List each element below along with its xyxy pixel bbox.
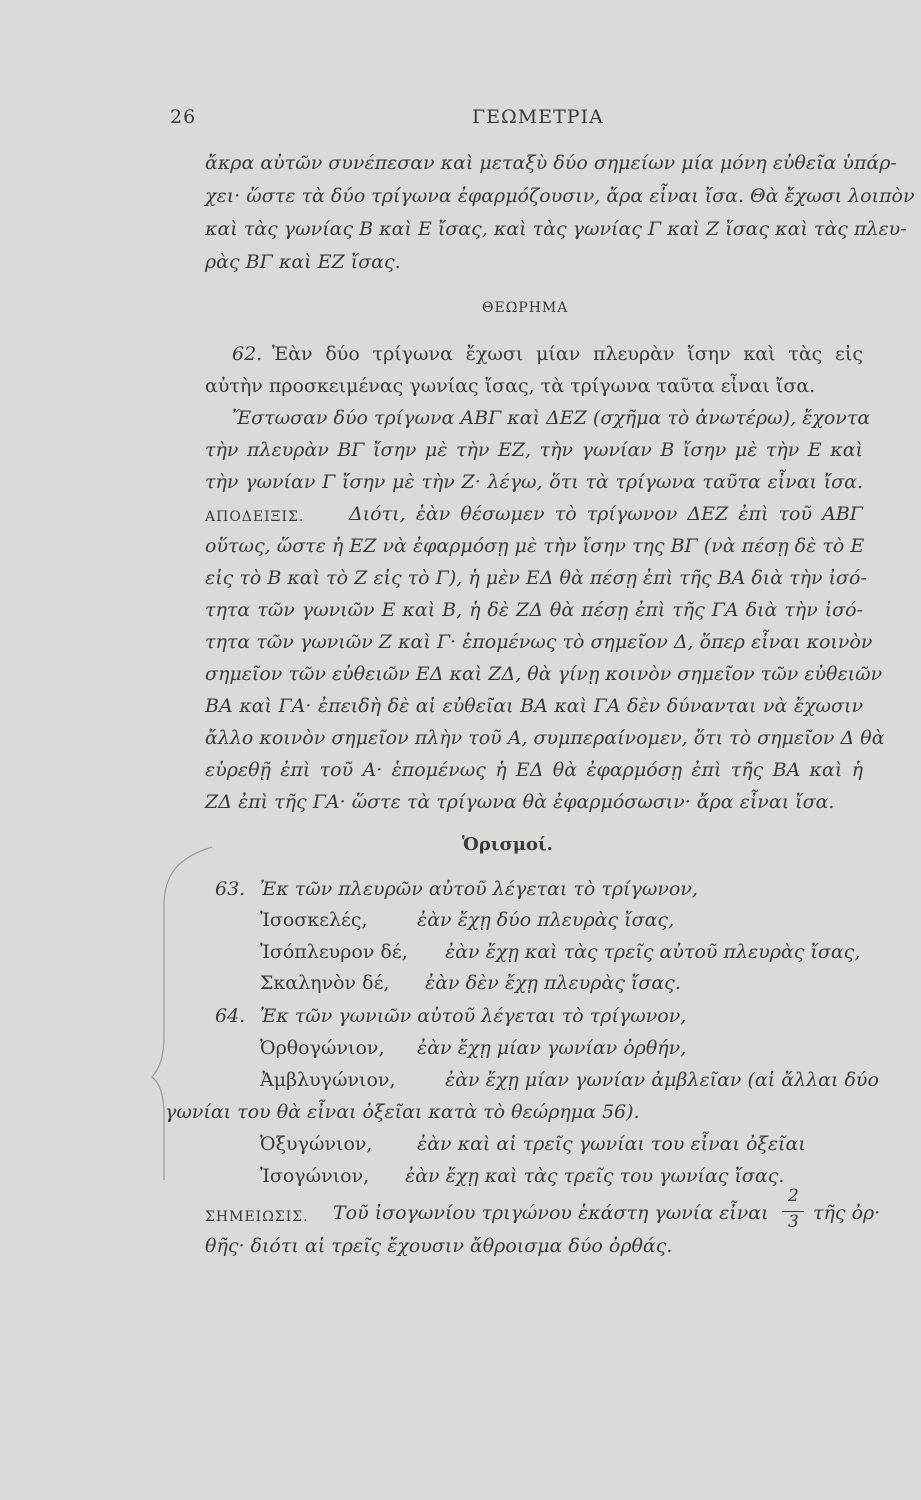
theorem-statement-line: αὐτὴν προσκειμένας γωνίας ἴσας, τὰ τρίγωνα ταῦτα εἶναι ἴσα.	[205, 375, 816, 397]
note-text: Τοῦ ἰσογωνίου τριγώνου ἑκάστη γωνία εἶναι	[333, 1202, 769, 1224]
definition-text: ἐὰν ἔχῃ καὶ τὰς τρεῖς αὐτοῦ πλευρὰς ἴσας,	[445, 941, 861, 963]
text-line: καὶ τὰς γωνίας Β καὶ Ε ἴσας, καὶ τὰς γωνίας Γ καὶ Ζ ἴσας καὶ τὰς πλευ-	[205, 218, 907, 240]
term-scalene: Σκαληνὸν δέ,	[260, 972, 390, 994]
theorem-statement-line: Ἐὰν δύο τρίγωνα ἔχωσι μίαν πλευρὰν ἴσην καὶ τὰς εἰς	[272, 343, 863, 365]
text-line: ΖΔ ἐπὶ τῆς ΓΑ· ὥστε τὰ τρίγωνα θὰ ἐφαρμόσωσιν· ἄρα εἶναι ἴσα.	[205, 791, 835, 813]
term-right: Ὀρθογώνιον,	[260, 1037, 385, 1059]
term-obtuse: Ἀμβλυγώνιον,	[260, 1069, 396, 1091]
fraction-denominator: 3	[788, 1212, 799, 1232]
page-number: 26	[170, 106, 197, 128]
term-isosceles: Ἰσοσκελές,	[260, 909, 368, 931]
text-line: εἰς τὸ Β καὶ τὸ Ζ εἰς τὸ Γ), ἡ μὲν ΕΔ θὰ πέσῃ ἐπὶ τῆς ΒΑ διὰ τὴν ἰσό-	[205, 567, 867, 589]
text-line: σημεῖον τῶν εὐθειῶν ΕΔ καὶ ΖΔ, θὰ γίνῃ κοινὸν σημεῖον τῶν εὐθειῶν	[205, 663, 883, 685]
definition-number: 64.	[215, 1005, 246, 1027]
definition-text: ἐὰν ἔχῃ μίαν γωνίαν ἀμβλεῖαν (αἱ ἄλλαι δύο	[445, 1069, 879, 1091]
text-line: τητα τῶν γωνιῶν Ε καὶ Β, ἡ δὲ ΖΔ θὰ πέσῃ ἐπὶ τῆς ΓΑ διὰ τὴν ἰσό-	[205, 599, 863, 621]
definition-intro: Ἐκ τῶν πλευρῶν αὐτοῦ λέγεται τὸ τρίγωνον,	[260, 878, 698, 900]
definition-text: ἐὰν καὶ αἱ τρεῖς γωνίαι του εἶναι ὀξεῖαι	[417, 1133, 806, 1155]
note-text: θῆς· διότι αἱ τρεῖς ἔχουσιν ἄθροισμα δύο ὀρθάς.	[205, 1235, 673, 1257]
term-equiangular: Ἰσογώνιον,	[260, 1165, 370, 1187]
text-line: οὕτως, ὥστε ἡ ΕΖ νὰ ἐφαρμόσῃ μὲ τὴν ἴσην της ΒΓ (νὰ πέσῃ δὲ τὸ Ε	[205, 535, 865, 557]
handwritten-heading: Ὁρισμοί.	[462, 834, 553, 855]
text-line: Διότι, ἐὰν θέσωμεν τὸ τρίγωνον ΔΕΖ ἐπὶ τοῦ ΑΒΓ	[349, 503, 863, 525]
note-text: τῆς ὀρ·	[813, 1202, 881, 1224]
text-line: ἄκρα αὐτῶν συνέπεσαν καὶ μεταξὺ δύο σημείων μία μόνη εὐθεῖα ὑπάρ-	[205, 152, 897, 174]
note-label: ΣΗΜΕΙΩΣΙΣ.	[205, 1209, 309, 1225]
text-line: ΒΑ καὶ ΓΑ· ἐπειδὴ δὲ αἱ εὐθεῖαι ΒΑ καὶ ΓΑ δὲν δύνανται νὰ ἔχωσιν	[205, 695, 863, 717]
text-line: τητα τῶν γωνιῶν Ζ καὶ Γ· ἑπομένως τὸ σημεῖον Δ, ὅπερ εἶναι κοινὸν	[205, 631, 873, 653]
definition-text: γωνίαι του θὰ εἶναι ὀξεῖαι κατὰ τὸ θεώρημα 56).	[165, 1101, 640, 1123]
theorem-number: 62.	[232, 343, 263, 365]
text-line: εὑρεθῇ ἐπὶ τοῦ Α· ἑπομένως ἡ ΕΔ θὰ ἐφαρμόσῃ ἐπὶ τῆς ΒΑ καὶ ἡ	[205, 759, 863, 781]
definition-text: ἐὰν ἔχῃ καὶ τὰς τρεῖς του γωνίας ἴσας.	[405, 1165, 785, 1187]
term-equilateral: Ἰσόπλευρον δέ,	[260, 941, 408, 963]
theorem-heading: ΘΕΩΡΗΜΑ	[482, 300, 569, 316]
text-line: ἄλλο κοινὸν σημεῖον πλὴν τοῦ Α, συμπεραίνομεν, ὅτι τὸ σημεῖον Δ θὰ	[205, 727, 885, 749]
definition-text: ἐὰν ἔχῃ δύο πλευρὰς ἴσας,	[417, 909, 675, 931]
definition-text: ἐὰν ἔχῃ μίαν γωνίαν ὀρθήν,	[417, 1037, 687, 1059]
handwritten-brace-icon	[150, 845, 220, 1190]
definition-intro: Ἐκ τῶν γωνιῶν αὐτοῦ λέγεται τὸ τρίγωνον,	[260, 1005, 687, 1027]
definition-number: 63.	[215, 878, 246, 900]
text-line: ρὰς ΒΓ καὶ ΕΖ ἴσας.	[205, 251, 401, 273]
running-title: ΓΕΩΜΕΤΡΙΑ	[472, 106, 604, 128]
text-line: τὴν πλευρὰν ΒΓ ἴσην μὲ τὴν ΕΖ, τὴν γωνίαν Β ἴσην μὲ τὴν Ε καὶ	[205, 439, 863, 461]
fraction-numerator: 2	[788, 1186, 799, 1206]
text-line: χει· ὥστε τὰ δύο τρίγωνα ἐφαρμόζουσιν, ἄρα εἶναι ἴσα. Θὰ ἔχωσι λοιπὸν	[205, 185, 915, 207]
text-line: Ἔστωσαν δύο τρίγωνα ΑΒΓ καὶ ΔΕΖ (σχῆμα τὸ ἀνωτέρω), ἔχοντα	[232, 407, 871, 429]
text-line: τὴν γωνίαν Γ ἴσην μὲ τὴν Ζ· λέγω, ὅτι τὰ τρίγωνα ταῦτα εἶναι ἴσα.	[205, 471, 863, 493]
proof-label: ΑΠΟΔΕΙΞΙΣ.	[205, 509, 305, 525]
definition-text: ἐὰν δὲν ἔχῃ πλευρὰς ἴσας.	[425, 972, 681, 994]
term-acute: Ὀξυγώνιον,	[260, 1133, 373, 1155]
